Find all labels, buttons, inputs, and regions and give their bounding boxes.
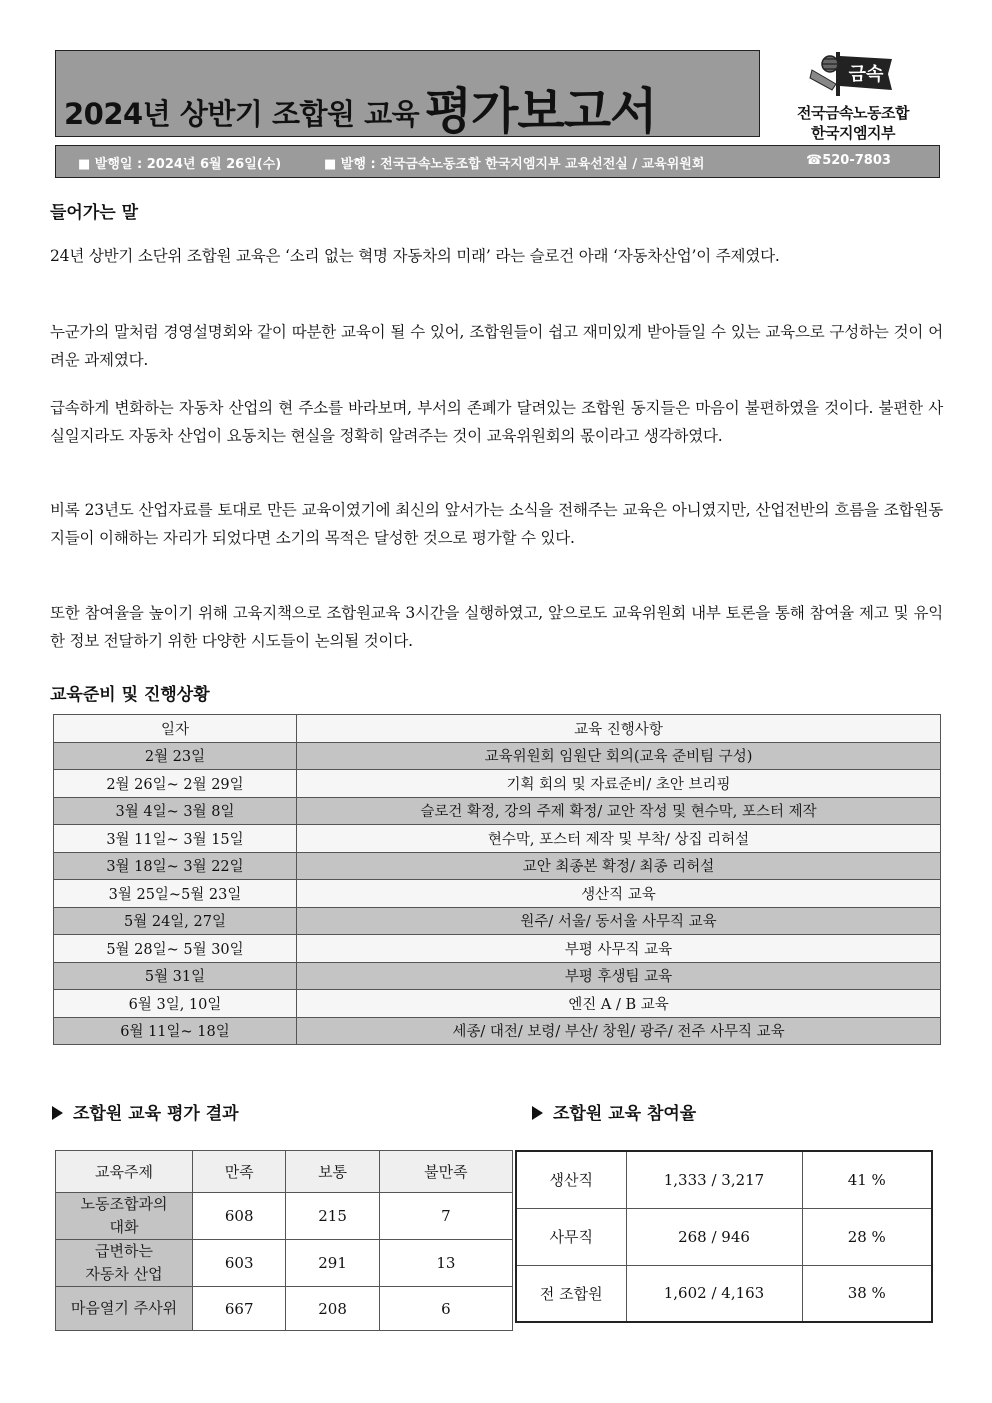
participation-rate: 38 % [802, 1265, 932, 1322]
neutral-count: 215 [286, 1193, 379, 1240]
schedule-activity: 엔진 A / B 교육 [297, 990, 941, 1018]
table-row [54, 907, 941, 935]
satisfied-count: 603 [193, 1240, 286, 1287]
table-row [54, 797, 941, 825]
table-row [54, 935, 941, 963]
schedule-date: 3월 11일~ 3월 15일 [54, 825, 297, 853]
intro-paragraph: 급속하게 변화하는 자동차 산업의 현 주소를 바라보며, 부서의 존폐가 달려있는 조합원 동지들은 마음이 불편하였을 것이다. 불편한 사실일지라도 자동차 산업이 요동치는 현실을 정확히 알려주는 것이 교육위원회의 몫이라고 생각하였다. [50, 399, 943, 445]
intro-paragraph: 누군가의 말처럼 경영설명회와 같이 따분한 교육이 될 수 있어, 조합원들이 쉽고 재미있게 받아들일 수 있는 교육으로 구성하는 것이 어려운 과제였다. [50, 323, 943, 369]
intro-paragraph: 비록 23년도 산업자료를 토대로 만든 교육이였기에 최신의 앞서가는 소식을 전해주는 교육은 아니였지만, 산업전반의 흐름을 조합원동지들이 이해하는 자리가 되었다면 소기의 목적은 달성한 것으로 평가할 수 있다. [50, 501, 943, 547]
union-logo [778, 50, 928, 142]
table-row [56, 1193, 513, 1240]
participant-count: 1,333 / 3,217 [626, 1151, 802, 1208]
intro-heading: 들어가는 말 [50, 203, 139, 223]
intro-paragraph: 24년 상반기 소단위 조합원 교육은 ‘소리 없는 혁명 자동차의 미래’ 라는 슬로건 아래 ‘자동차산업’이 주제였다. [50, 247, 780, 265]
triangle-bullet-icon [52, 1106, 63, 1120]
schedule-activity: 현수막, 포스터 제작 및 부착/ 상집 리허설 [297, 825, 941, 853]
schedule-activity: 세종/ 대전/ 보령/ 부산/ 창원/ 광주/ 전주 사무직 교육 [297, 1017, 941, 1045]
topic-cell [56, 1240, 193, 1287]
schedule-date: 3월 4일~ 3월 8일 [54, 797, 297, 825]
participant-group: 생산직 [516, 1151, 626, 1208]
logo-branch-name: 한국지엠지부 [811, 124, 895, 142]
schedule-activity: 부평 후생팀 교육 [297, 962, 941, 990]
fist-flag-icon [806, 50, 894, 96]
participant-group: 사무직 [516, 1208, 626, 1265]
table-row [54, 852, 941, 880]
column-header: 교육주제 [56, 1151, 193, 1193]
participation-heading-text: 조합원 교육 참여율 [553, 1104, 697, 1124]
participation-table [515, 1150, 933, 1323]
schedule-date: 5월 28일~ 5월 30일 [54, 935, 297, 963]
topic-cell [56, 1193, 193, 1240]
participation-heading [532, 1099, 696, 1124]
schedule-date: 5월 24일, 27일 [54, 907, 297, 935]
contact-phone: ☎520-7803 [806, 153, 891, 168]
schedule-table [53, 714, 941, 1045]
schedule-activity: 기획 회의 및 자료준비/ 초안 브리핑 [297, 770, 941, 798]
dissatisfied-count: 6 [379, 1287, 512, 1331]
evaluation-heading-text: 조합원 교육 평가 결과 [73, 1104, 239, 1124]
table-row [54, 880, 941, 908]
topic-line: 마음열기 주사위 [70, 1299, 178, 1317]
participation-rate: 41 % [802, 1151, 932, 1208]
schedule-date: 6월 3일, 10일 [54, 990, 297, 1018]
intro-paragraph: 또한 참여율을 높이기 위해 고육지책으로 조합원교육 3시간을 실행하였고, 앞으로도 교육위원회 내부 토론을 통해 참여율 제고 및 유익한 정보 전달하기 위한 다양한 시도들이 논의될 것이다. [50, 604, 943, 650]
topic-cell [56, 1287, 193, 1331]
dissatisfied-count: 7 [379, 1193, 512, 1240]
table-row [56, 1287, 513, 1331]
satisfied-count: 667 [193, 1287, 286, 1331]
schedule-date: 2월 23일 [54, 742, 297, 770]
table-row [54, 825, 941, 853]
schedule-date: 3월 25일~5월 23일 [54, 880, 297, 908]
schedule-activity: 슬로건 확정, 강의 주제 확정/ 교안 작성 및 현수막, 포스터 제작 [297, 797, 941, 825]
schedule-activity: 원주/ 서울/ 동서울 사무직 교육 [297, 907, 941, 935]
title-banner [55, 50, 760, 140]
report-title [64, 69, 656, 139]
table-row [54, 770, 941, 798]
neutral-count: 291 [286, 1240, 379, 1287]
publish-date: ■ 발행일 : 2024년 6월 26일(수) [78, 157, 282, 172]
schedule-date: 3월 18일~ 3월 22일 [54, 852, 297, 880]
table-header-row [56, 1151, 513, 1193]
logo-badge-text: 금속 [848, 64, 884, 85]
schedule-activity: 교육위원회 임원단 회의(교육 준비팀 구성) [297, 742, 941, 770]
participant-count: 268 / 946 [626, 1208, 802, 1265]
title-main: 평가보고서 [424, 83, 657, 140]
participant-count: 1,602 / 4,163 [626, 1265, 802, 1322]
column-header: 교육 진행사항 [297, 715, 941, 743]
publication-info-bar [55, 145, 940, 178]
table-row [516, 1151, 932, 1208]
topic-line: 자동차 산업 [85, 1265, 163, 1283]
evaluation-heading [52, 1099, 239, 1124]
table-row [54, 990, 941, 1018]
table-row [54, 962, 941, 990]
table-header-row [54, 715, 941, 743]
schedule-date: 5월 31일 [54, 962, 297, 990]
column-header: 보통 [286, 1151, 379, 1193]
schedule-activity: 교안 최종본 확정/ 최종 리허설 [297, 852, 941, 880]
topic-line: 급변하는 [95, 1242, 153, 1260]
schedule-activity: 생산직 교육 [297, 880, 941, 908]
table-row [516, 1208, 932, 1265]
triangle-bullet-icon [532, 1106, 543, 1120]
table-row [516, 1265, 932, 1322]
schedule-activity: 부평 사무직 교육 [297, 935, 941, 963]
column-header: 불만족 [379, 1151, 512, 1193]
neutral-count: 208 [286, 1287, 379, 1331]
table-row [56, 1240, 513, 1287]
schedule-date: 6월 11일~ 18일 [54, 1017, 297, 1045]
topic-line: 노동조합과의 [80, 1195, 168, 1213]
participant-group: 전 조합원 [516, 1265, 626, 1322]
publisher: ■ 발행 : 전국금속노동조합 한국지엠지부 교육선전실 / 교육위원회 [324, 157, 705, 172]
column-header: 일자 [54, 715, 297, 743]
title-subtitle: 2024년 상반기 조합원 교육 [64, 97, 420, 131]
logo-union-name: 전국금속노동조합 [797, 104, 909, 122]
schedule-heading: 교육준비 및 진행상황 [50, 685, 210, 705]
table-row [54, 1017, 941, 1045]
table-row [54, 742, 941, 770]
evaluation-table [55, 1150, 513, 1331]
topic-line: 대화 [109, 1218, 139, 1236]
satisfied-count: 608 [193, 1193, 286, 1240]
schedule-date: 2월 26일~ 2월 29일 [54, 770, 297, 798]
column-header: 만족 [193, 1151, 286, 1193]
participation-rate: 28 % [802, 1208, 932, 1265]
dissatisfied-count: 13 [379, 1240, 512, 1287]
